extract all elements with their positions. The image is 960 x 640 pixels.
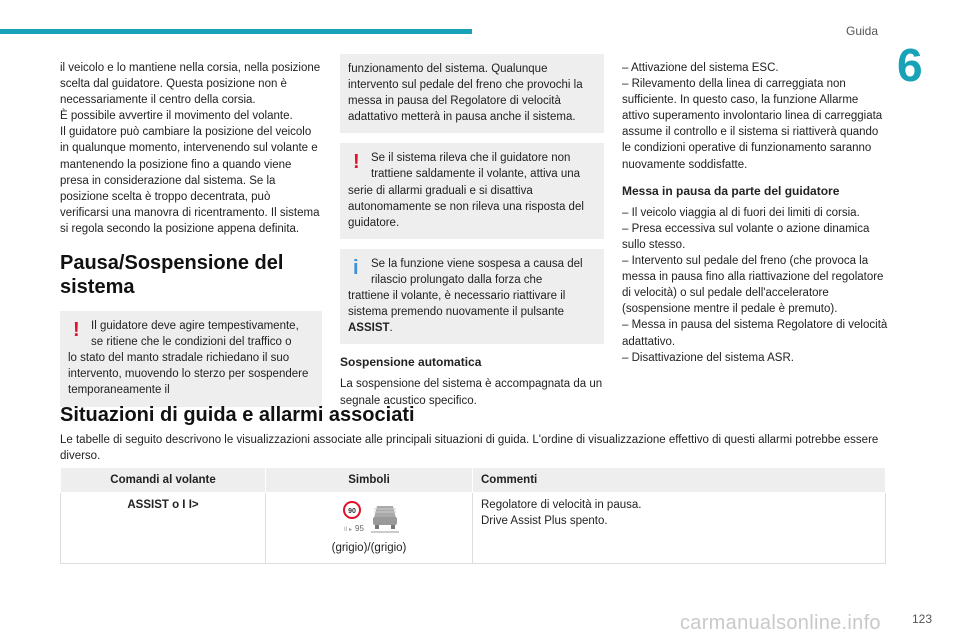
section-title: Guida xyxy=(846,24,879,38)
column-header: Simboli xyxy=(266,468,473,493)
list-item: – Presa eccessiva sul volante o azione dinamica sullo stesso. xyxy=(622,222,870,251)
list-item: – Il veicolo viaggia al di fuori dei limiti di corsia. xyxy=(622,206,860,219)
section-heading: Pausa/Sospensione del sistema xyxy=(60,252,284,299)
paragraph: È possibile avvertire il movimento del volante. xyxy=(60,110,293,123)
info-box xyxy=(340,249,604,344)
symbol-group xyxy=(274,500,464,536)
warning-box xyxy=(340,143,604,238)
comment-cell xyxy=(473,493,886,564)
warning-icon: ! xyxy=(353,151,360,174)
alerts-table xyxy=(60,467,886,564)
info-icon: i xyxy=(353,256,359,279)
comment-line: Regolatore di velocità in pausa. xyxy=(481,499,642,511)
paragraph: il veicolo e lo mantiene nella corsia, nella posizione scelta dal guidatore. Questa posizione non è necessariamente il centro della corsia. xyxy=(60,62,321,107)
chapter-number: 6 xyxy=(897,39,923,91)
svg-text:II ▸: II ▸ xyxy=(344,527,353,533)
list-item: – Messa in pausa del sistema Regolatore di velocità adattativo. xyxy=(622,319,888,348)
warning-text: Il guidatore deve agire tempestivamente, se ritiene che le condizioni del traffico o xyxy=(91,320,299,349)
list-item: – Attivazione del sistema ESC. xyxy=(622,62,779,74)
info-text: trattiene il volante, è necessario riattivare il sistema premendo nuovamente il pulsante xyxy=(348,290,566,319)
comment-line: Drive Assist Plus spento. xyxy=(481,515,608,527)
intro-paragraph: Le tabelle di seguito descrivono le visualizzazioni associate alle principali situazioni di guida. L'ordine di visualizzazione effettivo di questi allarmi potrebbe essere diverso. xyxy=(60,434,879,462)
list-item: – Disattivazione del sistema ASR. xyxy=(622,351,794,364)
symbol-caption: (grigio)/(grigio) xyxy=(331,542,407,554)
column-2 xyxy=(340,54,604,409)
list-item: – Rilevamento della linea di carreggiata non sufficiente. In questo caso, la funzione Allarme attivo superamento involontario linea di carreggiata assume il controllo e il sistema si riattiverà quando le condizioni operative di funzionamento saranno nuovamente soddisfatte. xyxy=(622,78,883,171)
warning-icon: ! xyxy=(73,319,80,342)
warning-box-continued xyxy=(340,54,604,133)
speed-limit-value: 90 xyxy=(348,508,356,515)
column-1 xyxy=(60,60,322,417)
table-header-row xyxy=(61,468,886,493)
table-row xyxy=(61,493,886,564)
punctuation: . xyxy=(389,322,393,335)
paragraph: La sospensione del sistema è accompagnata da un segnale acustico specifico. xyxy=(340,378,603,407)
page-number: 123 xyxy=(912,612,933,626)
section-heading: Situazioni di guida e allarmi associati xyxy=(60,404,415,426)
column-header: Commenti xyxy=(473,468,886,493)
command-cell: ASSIST o I I> xyxy=(61,493,266,564)
symbol-cell xyxy=(266,493,473,564)
assist-button-label: ASSIST xyxy=(348,322,390,335)
list-item: – Intervento sul pedale del freno (che provoca la messa in pausa fino alla riattivazione del regolatore di velocità) o sul pedale dell'acceleratore (sospensione mentre il pedale è premuto). xyxy=(622,255,884,316)
header-accent-bar xyxy=(0,29,472,34)
warning-text: lo stato del manto stradale richiedano il suo intervento, muovendo lo sterzo per sospendere temporaneamente il xyxy=(68,352,309,397)
warning-text: Se il sistema rileva che il guidatore non trattiene saldamente il volante, attiva una xyxy=(371,152,581,181)
speed-limit-icon xyxy=(338,500,366,536)
warning-text: serie di allarmi graduali e si disattiva autonomamente se non rileva una risposta del guidatore. xyxy=(348,184,584,229)
subsection-heading: Sospensione automatica xyxy=(340,355,482,370)
warning-box xyxy=(60,311,322,406)
lane-assist-car-icon xyxy=(370,500,400,536)
column-header: Comandi al volante xyxy=(61,468,266,493)
set-speed-value: 95 xyxy=(355,524,364,533)
info-text: Se la funzione viene sospesa a causa del rilascio prolungato dalla forza che xyxy=(371,257,583,286)
paragraph: Il guidatore può cambiare la posizione del veicolo in qualunque momento, intervenendo sul volante e mantenendo la posizione fino a quando viene presa in considerazione dal sistema. Se la posizione scelta è troppo decentrata, può verificarsi una manovra di ricentramento. Il sistema si regola secondo la posizione appena definita. xyxy=(60,126,320,235)
subsection-heading: Messa in pausa da parte del guidatore xyxy=(622,183,840,198)
watermark: carmanualsonline.info xyxy=(680,612,881,634)
warning-text: funzionamento del sistema. Qualunque intervento sul pedale del freno che provochi la messa in pausa del Regolatore di velocità adattativo metterà in pausa anche il sistema. xyxy=(348,63,583,124)
column-3 xyxy=(622,60,888,366)
